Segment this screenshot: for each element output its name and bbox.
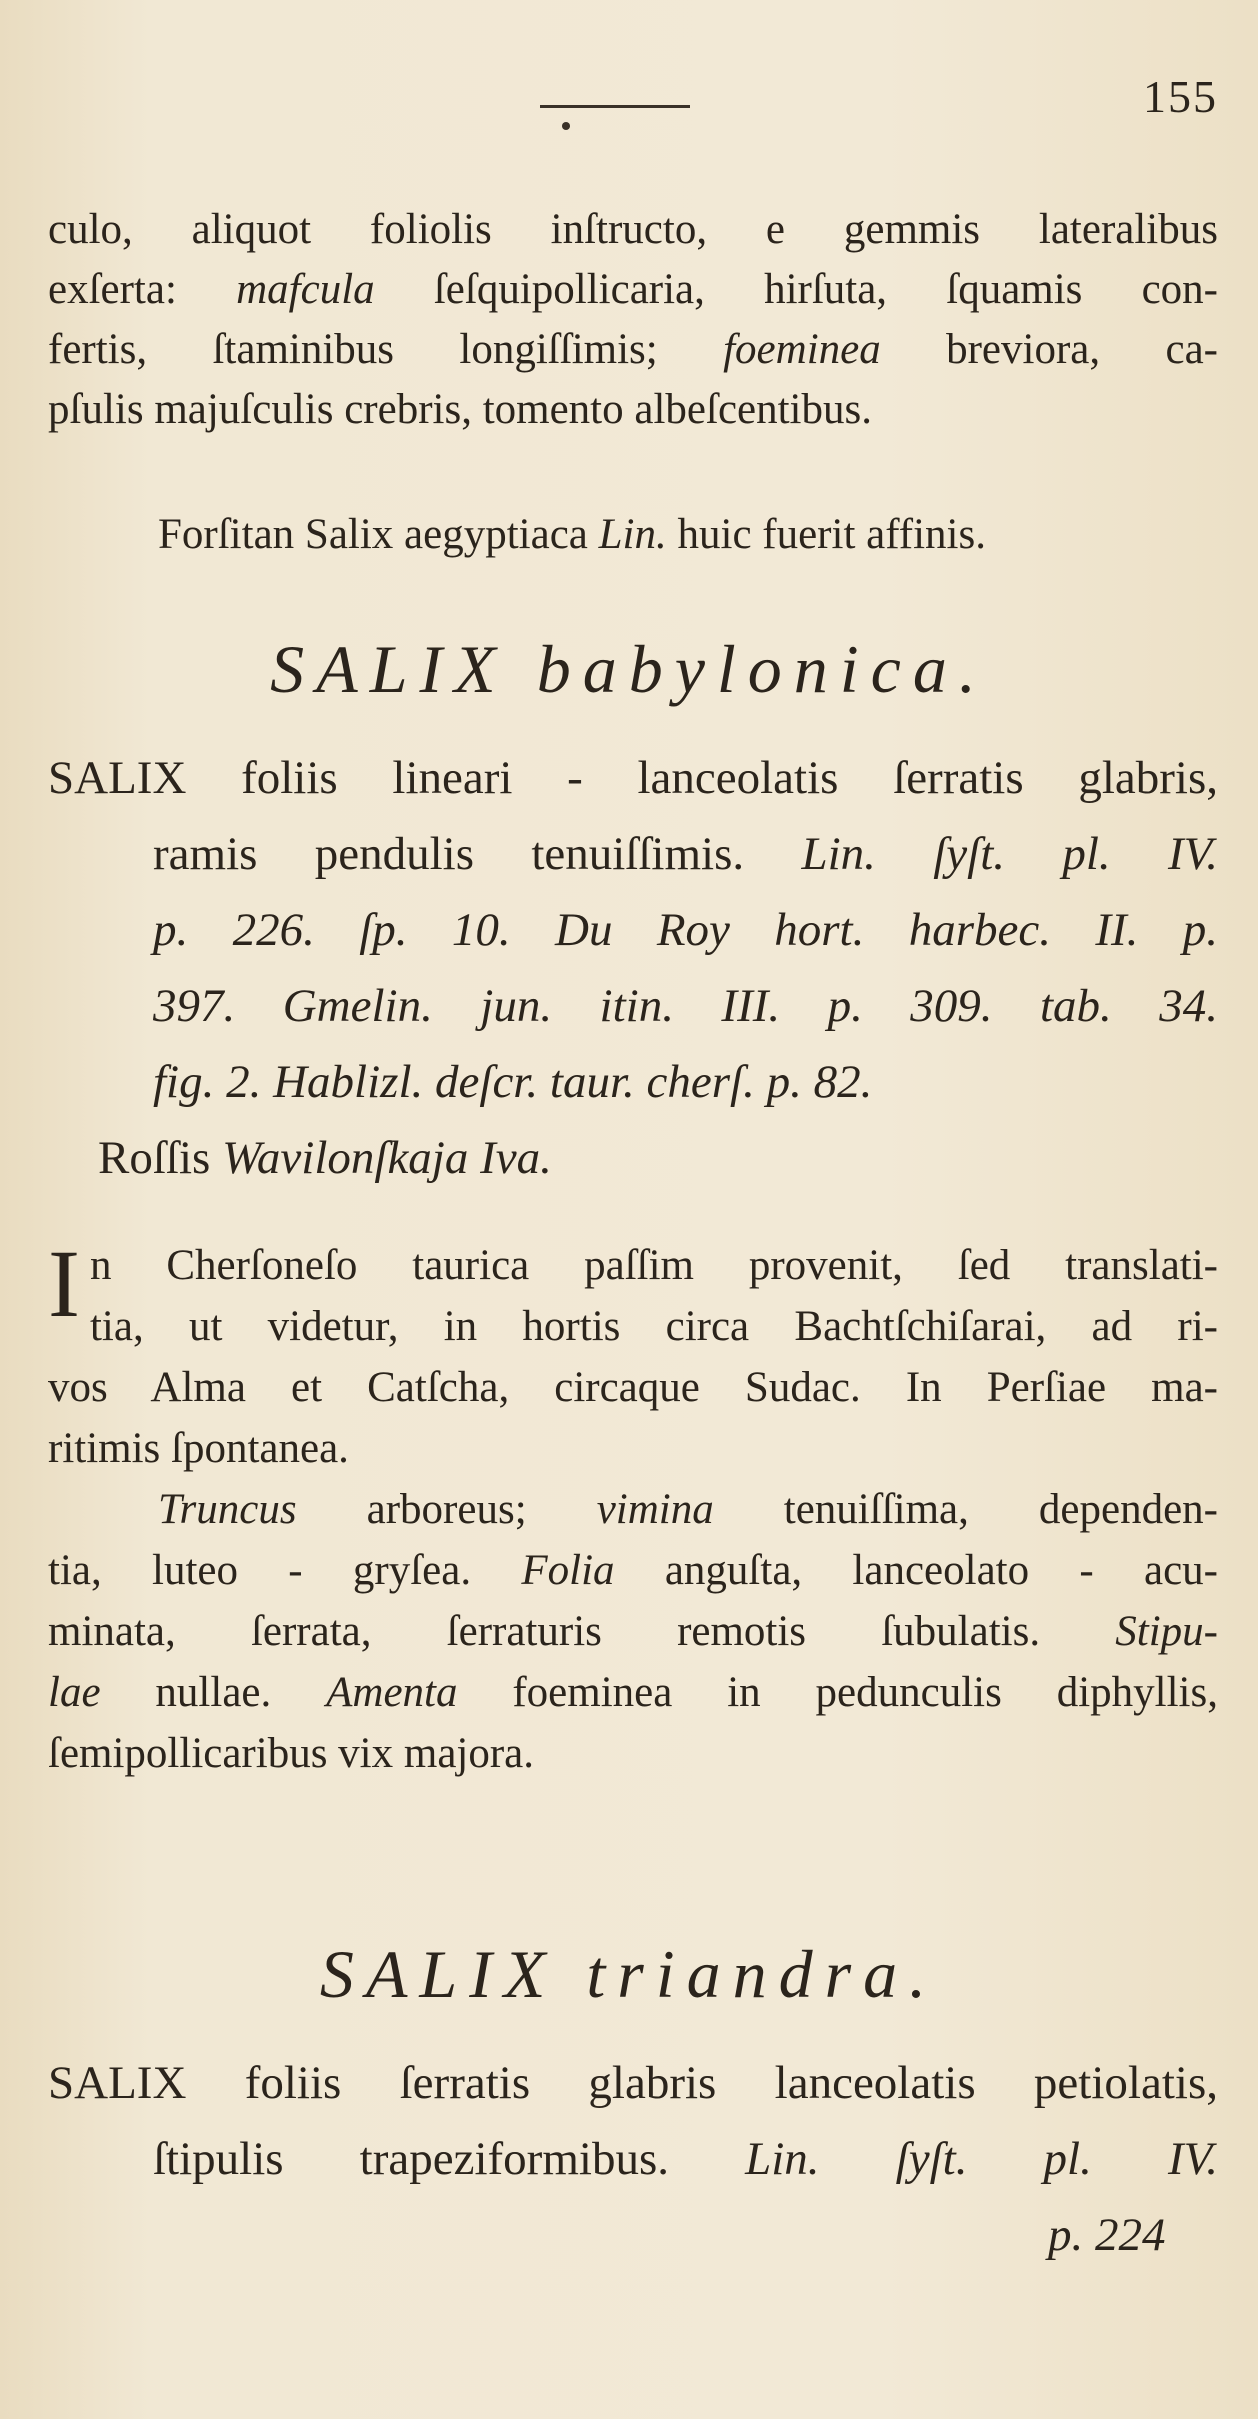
- text-run: ſeſquipollicaria, hirſuta, ſquamis con-: [374, 266, 1218, 313]
- diagnosis-line: SALIX foliis lineari - lanceolatis ſerratis glabris,: [48, 752, 1218, 804]
- text-line: tia, ut videtur, in hortis circa Bachtſchiſarai, ad ri-: [89, 1303, 1218, 1350]
- diagnosis-line: fig. 2. Hablizl. deſcr. taur. cherſ. p. 82.: [153, 1056, 873, 1108]
- vernacular-name: [48, 1120, 1218, 1196]
- text-line: [48, 1662, 1218, 1723]
- text-line: [48, 1601, 1218, 1662]
- diagnosis-line: SALIX foliis ſerratis glabris lanceolatis petiolatis,: [48, 2057, 1218, 2109]
- text-line: ſemipollicaribus vix majora.: [48, 1730, 535, 1777]
- header-ornament: [562, 122, 570, 130]
- term-stipulae: Stipu-: [1115, 1608, 1218, 1655]
- species-heading: SALIX babylonica.: [270, 631, 988, 707]
- paragraph-note: [48, 505, 1218, 565]
- text-line: [48, 1479, 1218, 1540]
- citation: Lin. ſyſt. pl. IV.: [801, 828, 1219, 880]
- term-amenta: Amenta: [326, 1669, 458, 1716]
- text-line: ritimis ſpontanea.: [48, 1425, 349, 1472]
- text-run: minata, ſerrata, ſerraturis remotis ſubulatis.: [48, 1608, 1116, 1655]
- text-run: ſtipulis trapeziformibus.: [153, 2133, 746, 2185]
- text-run: Roſſis: [98, 1132, 223, 1184]
- text-run: arboreus;: [296, 1486, 597, 1533]
- species-description: [48, 1230, 1219, 1784]
- text-run: anguſta, lanceolato - acu-: [614, 1547, 1219, 1594]
- species-diagnosis: [48, 2045, 1218, 2273]
- term-truncus: Truncus: [158, 1486, 297, 1533]
- paragraph-continued: [48, 200, 1218, 440]
- term-stipulae-end: lae: [48, 1669, 101, 1716]
- diagnosis-line: [48, 2121, 1218, 2197]
- header-rule: [540, 105, 690, 108]
- term-mascula: mafcula: [236, 266, 375, 313]
- diagnosis-line: [48, 816, 1218, 892]
- text-line: culo, aliquot foliolis inſtructo, e gemmis lateralibus: [48, 206, 1218, 253]
- drop-capital: I: [48, 1230, 80, 1337]
- text-run: tia, luteo - gryſea.: [48, 1547, 522, 1594]
- text-run: exſerta:: [48, 266, 237, 313]
- text-run: fertis, ſtaminibus longiſſimis;: [48, 326, 724, 373]
- russian-name: Wavilonſkaja Iva.: [222, 1132, 552, 1184]
- text-run: Forſitan Salix aegyptiaca: [158, 511, 599, 558]
- species-heading: SALIX triandra.: [319, 1936, 939, 2012]
- text-line: [48, 505, 1218, 565]
- text-line: n Cherſoneſo taurica paſſim provenit, ſed translati-: [89, 1242, 1218, 1289]
- text-run: breviora, ca-: [880, 326, 1218, 373]
- diagnosis-line: 397. Gmelin. jun. itin. III. p. 309. tab. 34.: [153, 980, 1218, 1032]
- text-line: [48, 320, 1218, 380]
- text-line: pſulis majuſculis crebris, tomento albeſcentibus.: [48, 386, 872, 433]
- term-folia: Folia: [521, 1547, 615, 1594]
- term-foeminea: foeminea: [723, 326, 881, 373]
- text-run: ramis pendulis tenuiſſimis.: [153, 828, 745, 880]
- citation: Lin.: [598, 511, 667, 558]
- species-diagnosis: [48, 740, 1218, 1196]
- page-number: 155: [1143, 71, 1218, 122]
- text-run: tenuiſſima, dependen-: [713, 1486, 1218, 1533]
- text-line: [48, 1540, 1218, 1601]
- text-line: [48, 260, 1218, 320]
- text-run: foeminea in pedunculis diphyllis,: [457, 1669, 1218, 1716]
- text-run: huic fuerit affinis.: [666, 511, 986, 558]
- text-line: vos Alma et Catſcha, circaque Sudac. In Perſiae ma-: [48, 1364, 1218, 1411]
- diagnosis-line: p. 226. ſp. 10. Du Roy hort. harbec. II. p.: [153, 904, 1218, 956]
- text-run: nullae.: [100, 1669, 327, 1716]
- term-vimina: vimina: [596, 1486, 714, 1533]
- diagnosis-line: p. 224: [1048, 2209, 1166, 2261]
- citation: Lin. ſyſt. pl. IV.: [745, 2133, 1219, 2185]
